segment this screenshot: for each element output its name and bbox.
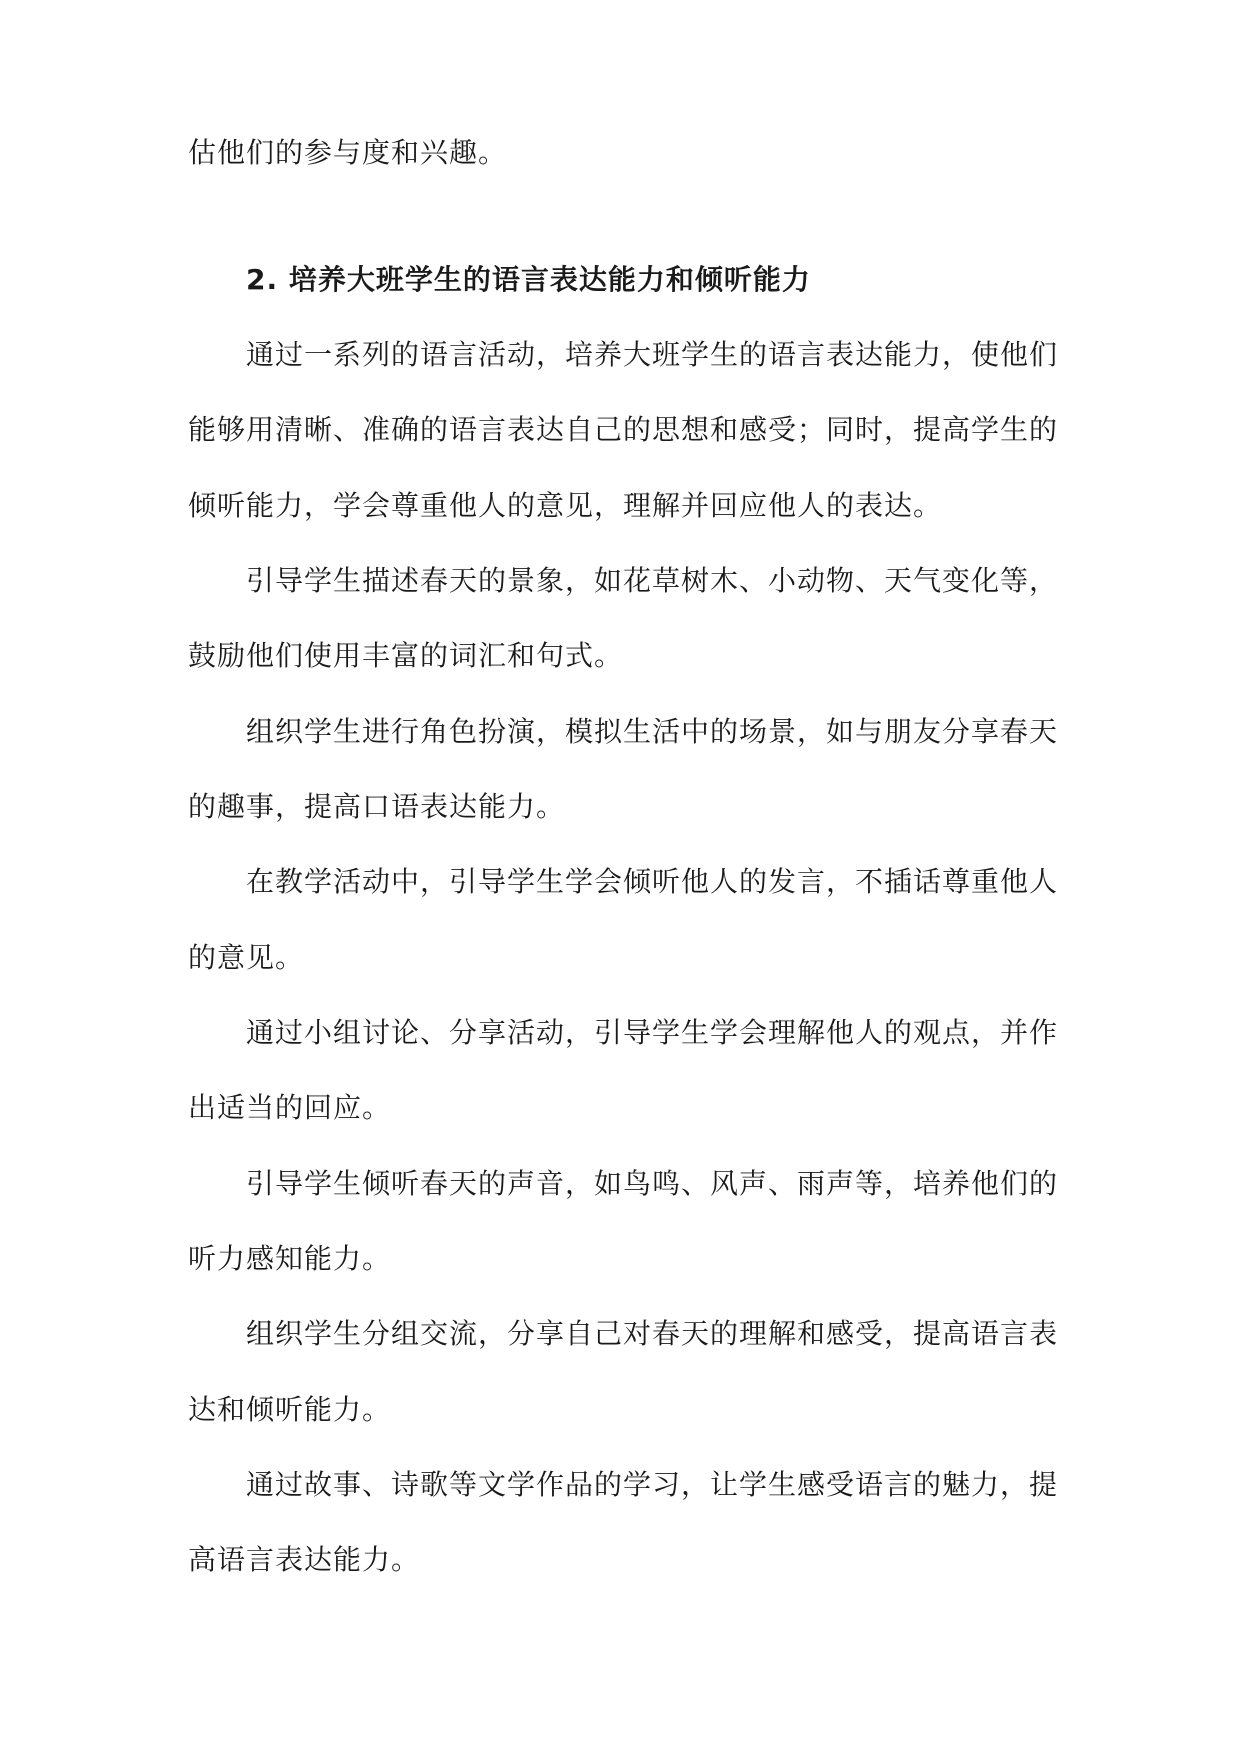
- paragraph-line: 倾听能力，学会尊重他人的意见，理解并回应他人的表达。: [188, 489, 943, 522]
- paragraph-line: 在教学活动中，引导学生学会倾听他人的发言，不插话尊重他人: [246, 865, 1059, 898]
- paragraph-line: 组织学生分组交流，分享自己对春天的理解和感受，提高语言表: [246, 1317, 1059, 1350]
- paragraph-line: 达和倾听能力。: [188, 1393, 392, 1426]
- intro-tail-line: 估他们的参与度和兴趣。: [188, 136, 508, 169]
- paragraph-line: 引导学生描述春天的景象，如花草树木、小动物、天气变化等，: [246, 564, 1059, 597]
- paragraph-line: 鼓励他们使用丰富的词汇和句式。: [188, 639, 624, 672]
- paragraph-line: 通过一系列的语言活动，培养大班学生的语言表达能力，使他们: [246, 338, 1059, 371]
- section-heading: 2. 培养大班学生的语言表达能力和倾听能力: [246, 263, 811, 296]
- paragraph-line: 能够用清晰、准确的语言表达自己的思想和感受；同时，提高学生的: [188, 413, 1059, 446]
- paragraph-line: 通过小组讨论、分享活动，引导学生学会理解他人的观点，并作: [246, 1016, 1059, 1049]
- paragraph-line: 组织学生进行角色扮演，模拟生活中的场景，如与朋友分享春天: [246, 715, 1059, 748]
- paragraph-line: 听力感知能力。: [188, 1242, 392, 1275]
- paragraph-line: 高语言表达能力。: [188, 1543, 421, 1576]
- paragraph-line: 的意见。: [188, 941, 305, 974]
- paragraph-line: 出适当的回应。: [188, 1091, 392, 1124]
- paragraph-line: 引导学生倾听春天的声音，如鸟鸣、风声、雨声等，培养他们的: [246, 1167, 1059, 1200]
- paragraph-line: 通过故事、诗歌等文学作品的学习，让学生感受语言的魅力，提: [246, 1468, 1059, 1501]
- paragraph-line: 的趣事，提高口语表达能力。: [188, 790, 566, 823]
